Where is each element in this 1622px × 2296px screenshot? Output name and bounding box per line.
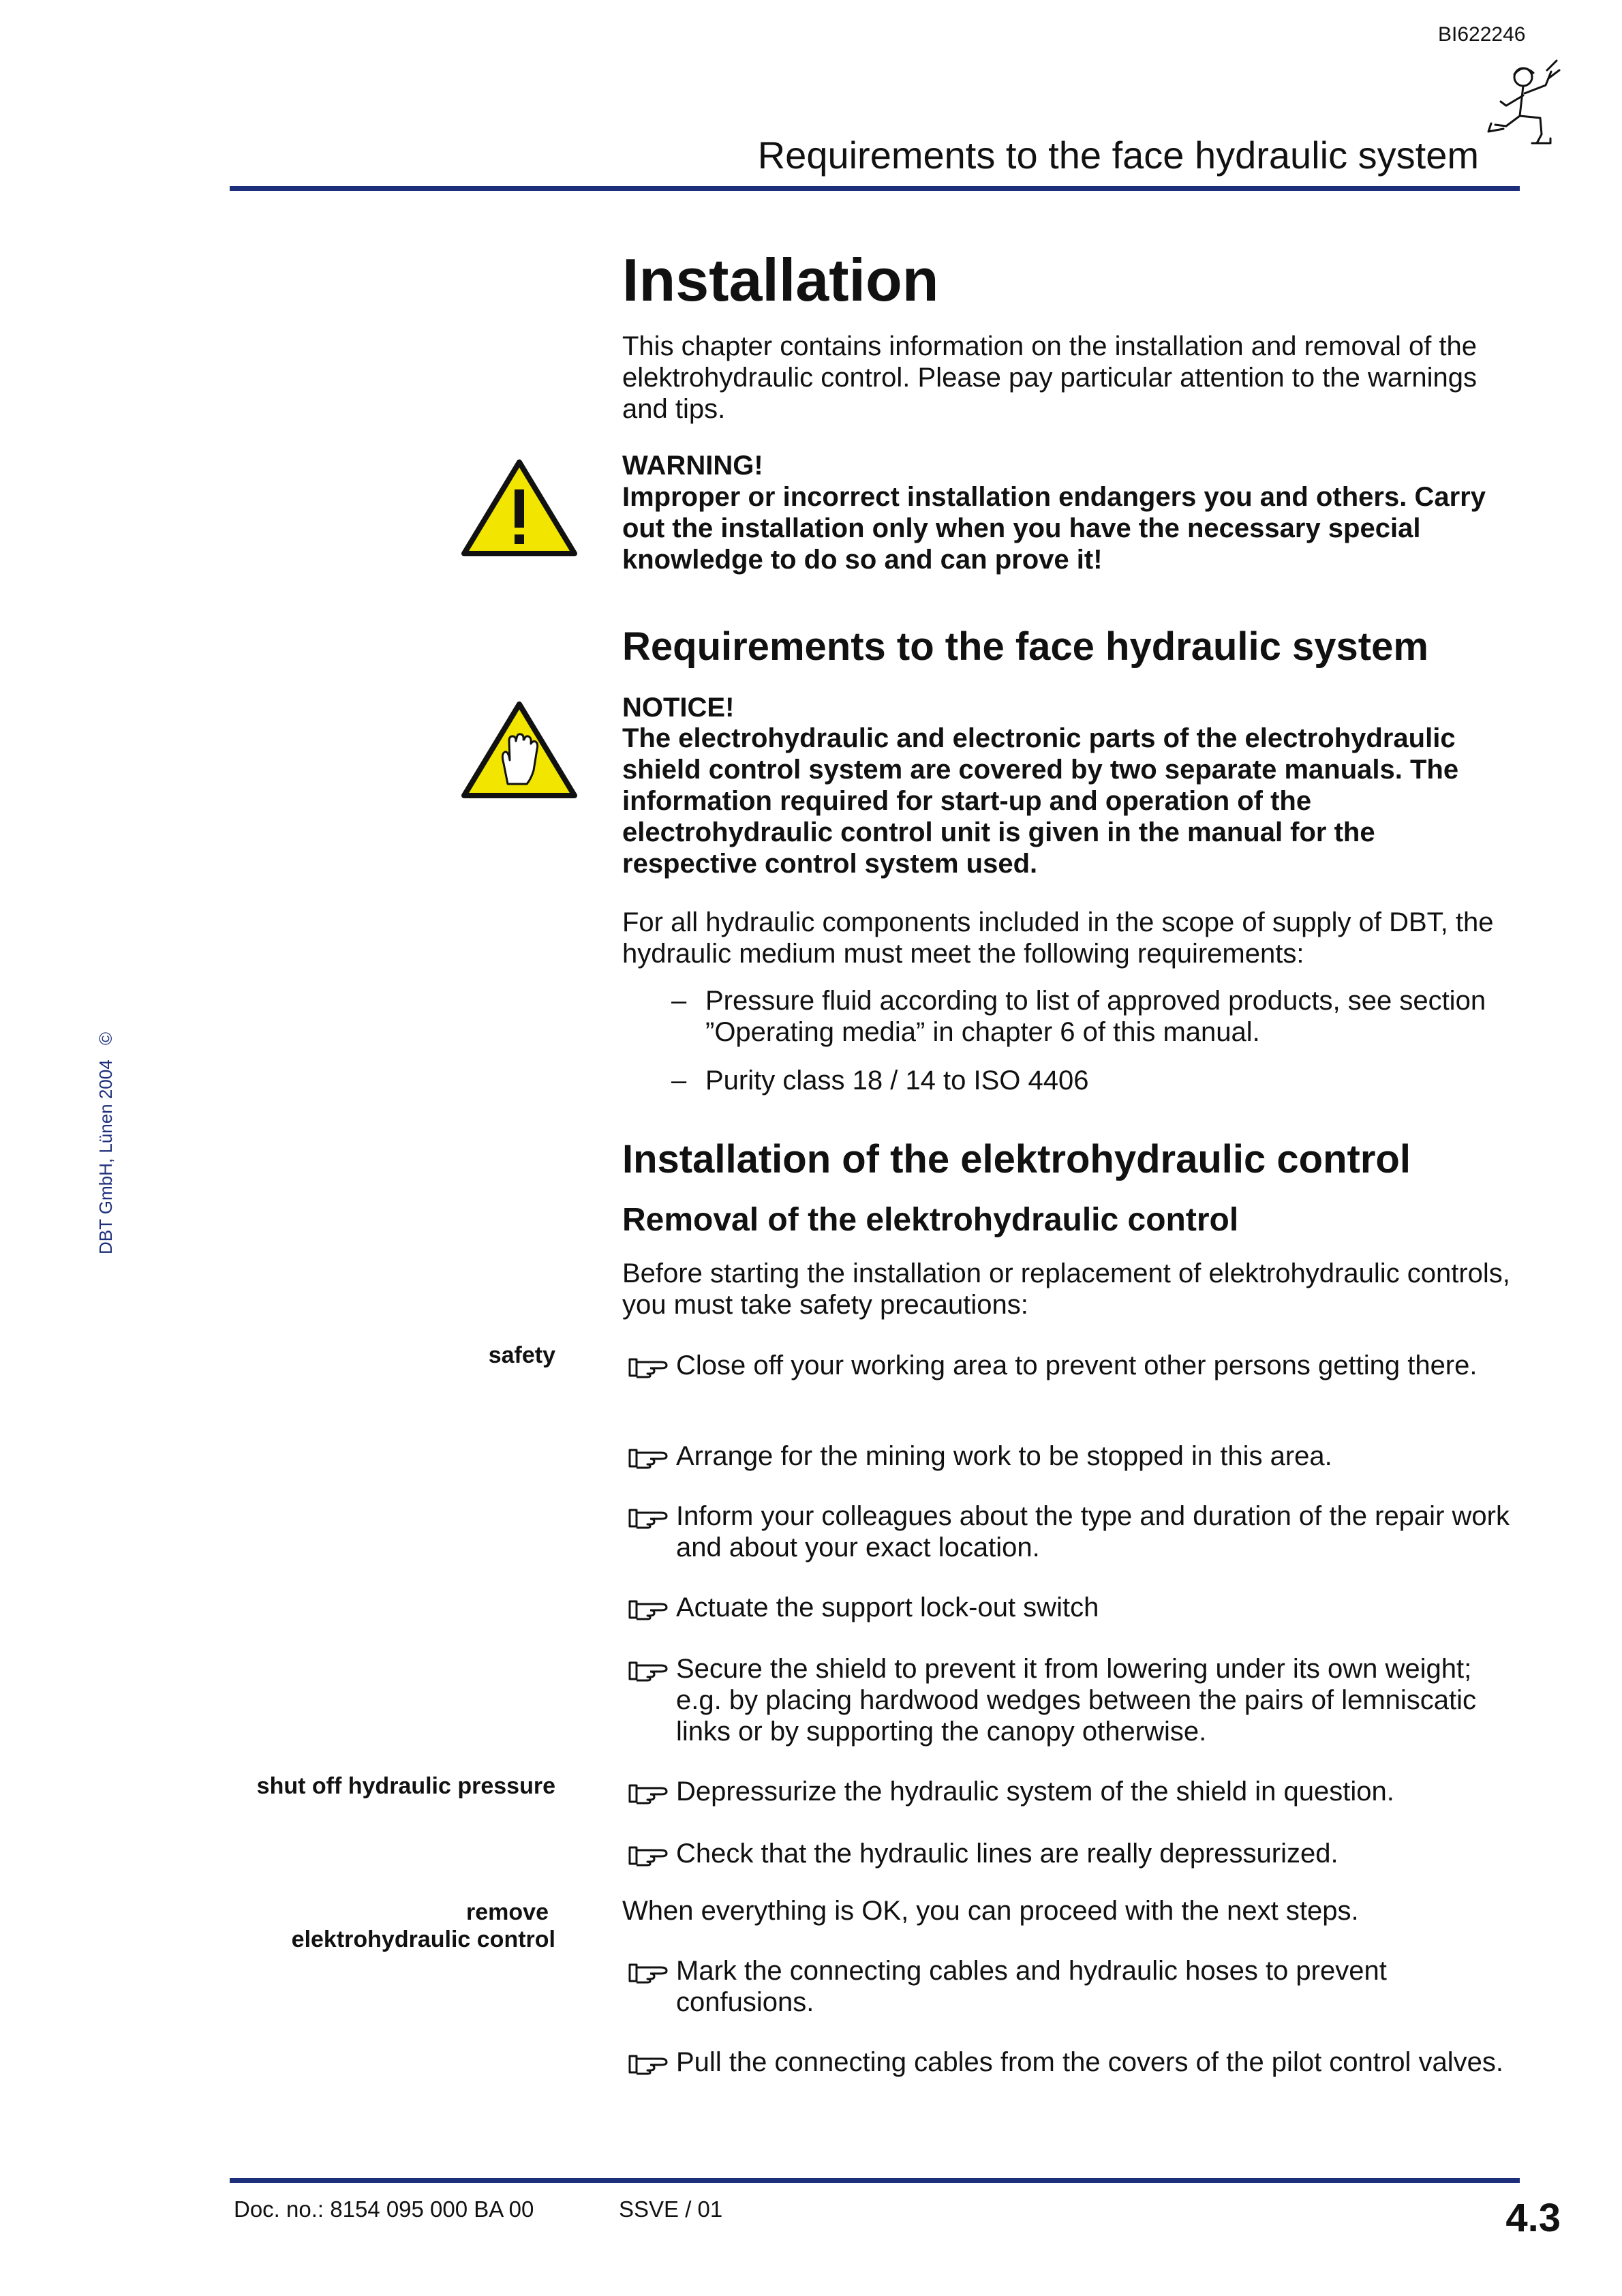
margin-label-remove [292,1899,555,1953]
margin-label-remove-line1: remove [466,1899,549,1925]
margin-label-safety: safety [488,1342,555,1368]
pointing-hand-icon [627,1957,669,1984]
document-id: BI622246 [1438,23,1526,46]
footer-rule [230,2178,1520,2183]
pointing-hand-icon [627,1442,669,1469]
installation-intro: This chapter contains information on the installation and removal of the elektrohydraulic control. Please pay particular attention to the warnings and tips. [622,331,1478,424]
section-title-requirements: Requirements to the face hydraulic system [622,624,1428,669]
pointing-hand-icon [627,1502,669,1529]
pointing-hand-icon [627,2048,669,2075]
page-number: 4.3 [1505,2196,1561,2240]
requirements-body: For all hydraulic components included in the scope of supply of DBT, the hydraulic medium must meet the following requirements: [622,907,1494,969]
warning-text: Improper or incorrect installation endangers you and others. Carry out the installation only when you have the necessary special knowledge to do so and can prove it! [622,482,1486,575]
section-title-installation-control: Installation of the elektrohydraulic control [622,1137,1411,1181]
margin-label-remove-line2: elektrohydraulic control [291,1927,555,1952]
pointing-hand-icon [627,1839,669,1867]
copyright-symbol: © [95,1031,116,1046]
footer-doc-number: Doc. no.: 8154 095 000 BA 00 [234,2196,534,2222]
running-title: Requirements to the face hydraulic system [757,134,1479,177]
removal-intro: Before starting the installation or replacement of elektrohydraulic controls, you must take safety precautions: [622,1258,1510,1320]
section-title-installation: Installation [622,246,939,314]
notice-text: The electrohydraulic and electronic parts of the electrohydraulic shield control system are covered by two separate manuals. The information required for start-up and operation of the electrohydraulic control unit is given in the manual for the respective control system used. [622,723,1459,879]
subsection-title-removal: Removal of the elektrohydraulic control [622,1202,1239,1238]
warning-triangle-icon [460,457,579,559]
warning-heading: WARNING! [622,451,763,481]
hand-notice-triangle-icon [460,699,579,801]
pointing-hand-icon [627,1593,669,1620]
header-rule [230,186,1520,191]
pointing-hand-icon [627,1777,669,1804]
copyright-sidebar [95,1032,117,1254]
proceed-text: When everything is OK, you can proceed with the next steps. [622,1896,1359,1926]
miner-mascot-icon [1486,58,1588,174]
footer-version: SSVE / 01 [619,2196,723,2222]
margin-label-shutoff: shut off hydraulic pressure [256,1773,555,1799]
pointing-hand-icon [627,1351,669,1378]
notice-heading: NOTICE! [622,693,735,723]
copyright-text: DBT GmbH, Lünen 2004 [95,1059,116,1254]
pointing-hand-icon [627,1655,669,1682]
